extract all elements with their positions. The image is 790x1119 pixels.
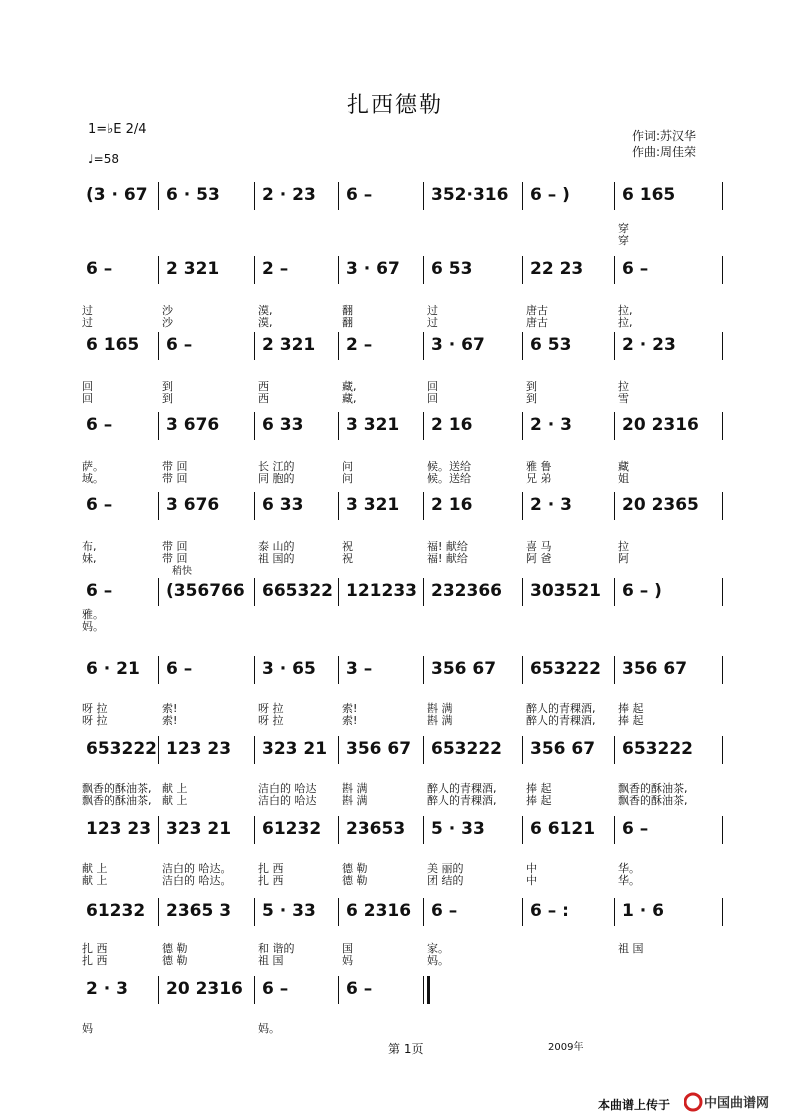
- staff-row: [82, 252, 726, 286]
- bar-line: [614, 332, 615, 360]
- lyric: 洁白的 哈达。: [162, 874, 232, 887]
- measure: 653222: [431, 739, 502, 759]
- bar-line: [722, 736, 723, 764]
- lyric: 藏,: [342, 392, 357, 405]
- bar-line: [254, 256, 255, 284]
- measure: 2365 3: [166, 901, 232, 921]
- measure: 2 –: [346, 335, 373, 355]
- bar-line: [338, 736, 339, 764]
- bar-line: [722, 816, 723, 844]
- tempo-change-note: 稍快: [172, 566, 192, 577]
- lyric-row-2: [82, 314, 726, 328]
- lyric: 醉人的青稞酒,: [427, 782, 497, 795]
- lyric: 候。送给: [427, 472, 471, 485]
- staff-row: [82, 972, 726, 1006]
- measure: 665322: [262, 581, 333, 601]
- lyric: 兄 弟: [526, 472, 552, 485]
- credits: [632, 128, 696, 160]
- bar-line: [338, 898, 339, 926]
- lyric: 福! 献给: [427, 540, 468, 553]
- lyric: 候。送给: [427, 460, 471, 473]
- lyric: 拉: [618, 380, 629, 393]
- measure: 6 –: [86, 495, 113, 515]
- bar-line: [158, 256, 159, 284]
- logo-mark-icon: [685, 1094, 701, 1110]
- bar-line: [722, 492, 723, 520]
- lyric: 德 勒: [162, 954, 188, 967]
- bar-line: [614, 898, 615, 926]
- measure: 356 67: [431, 659, 497, 679]
- bar-line: [423, 578, 424, 606]
- measure: 3 · 67: [346, 259, 400, 279]
- lyric: 藏: [618, 460, 629, 473]
- bar-line: [722, 182, 723, 210]
- bar-line: [338, 182, 339, 210]
- measure: 653222: [530, 659, 601, 679]
- measure: 61232: [86, 901, 146, 921]
- measure: 3 321: [346, 495, 400, 515]
- measure: 3 –: [346, 659, 373, 679]
- lyric: 唐古: [526, 316, 548, 329]
- measure: 6 33: [262, 495, 304, 515]
- lyric: 斟 满: [342, 794, 368, 807]
- measure: 6 –: [166, 659, 193, 679]
- lyric: 和 谐的: [258, 942, 295, 955]
- bar-line: [614, 256, 615, 284]
- bar-line: [338, 976, 339, 1004]
- lyric: 德 勒: [342, 874, 368, 887]
- lyric: 喜 马: [526, 540, 552, 553]
- lyric-row-2: [82, 872, 726, 886]
- bar-line: [522, 182, 523, 210]
- lyric: 美 丽的: [427, 862, 464, 875]
- lyric: 醉人的青稞酒,: [427, 794, 497, 807]
- measure: 5 · 33: [262, 901, 316, 921]
- lyric: 飘香的酥油茶,: [82, 782, 152, 795]
- measure: 3 676: [166, 415, 220, 435]
- bar-line: [338, 412, 339, 440]
- lyric: 过: [427, 304, 438, 317]
- lyric: 捧 起: [618, 714, 644, 727]
- lyric: 团 结的: [427, 874, 464, 887]
- measure: 2 · 3: [86, 979, 128, 999]
- measure: 323 21: [166, 819, 232, 839]
- measure: 6 –: [346, 185, 373, 205]
- measure: (356766: [166, 581, 245, 601]
- measure: 5 · 33: [431, 819, 485, 839]
- measure: 6 –: [622, 259, 649, 279]
- measure: 6 33: [262, 415, 304, 435]
- bar-line: [254, 816, 255, 844]
- bar-line: [158, 332, 159, 360]
- song-title: 扎西德勒: [346, 93, 443, 118]
- lyric: 呀 拉: [258, 714, 284, 727]
- measure: 356 67: [346, 739, 412, 759]
- lyric: 扎 西: [258, 874, 284, 887]
- lyric: 到: [526, 392, 537, 405]
- lyric: 捧 起: [526, 794, 552, 807]
- bar-line: [158, 492, 159, 520]
- site-name: 中国曲谱网: [704, 1096, 770, 1111]
- bar-line: [338, 492, 339, 520]
- measure: 6 –: [166, 335, 193, 355]
- lyric: 拉: [618, 540, 629, 553]
- bar-line: [158, 816, 159, 844]
- staff-row: [82, 408, 726, 442]
- measure: 2 · 23: [262, 185, 316, 205]
- bar-line: [614, 578, 615, 606]
- lyric: 同 胞的: [258, 472, 295, 485]
- lyricist: 作词:苏汉华: [632, 129, 697, 143]
- lyric-row-2: [82, 390, 726, 404]
- lyric: 雅 鲁: [526, 460, 552, 473]
- bar-line: [614, 816, 615, 844]
- bar-line: [158, 412, 159, 440]
- lyric: 妈: [342, 954, 353, 967]
- bar-line: [614, 182, 615, 210]
- measure: 6 –: [622, 819, 649, 839]
- bar-line: [423, 816, 424, 844]
- lyric: 德 勒: [162, 942, 188, 955]
- lyric: 祖 国的: [258, 552, 295, 565]
- lyric: 拉,: [618, 316, 633, 329]
- lyric: 过: [82, 316, 93, 329]
- lyric: 献 上: [82, 862, 108, 875]
- staff-row: [82, 178, 726, 212]
- lyric: 萨。: [82, 460, 104, 473]
- bar-line: [522, 332, 523, 360]
- lyric: 飘香的酥油茶,: [82, 794, 152, 807]
- lyric: 国: [342, 942, 353, 955]
- lyric: 阿: [618, 552, 629, 565]
- lyric: 到: [526, 380, 537, 393]
- lyric: 回: [427, 380, 438, 393]
- lyric: 妹,: [82, 552, 97, 565]
- bar-line: [522, 816, 523, 844]
- measure: 6 · 21: [86, 659, 140, 679]
- measure: 123 23: [166, 739, 232, 759]
- composer: 作曲:周佳荣: [632, 145, 697, 159]
- measure: 653222: [622, 739, 693, 759]
- measure: 303521: [530, 581, 601, 601]
- bar-line: [522, 898, 523, 926]
- lyric: 中: [526, 874, 537, 887]
- lyric: 到: [162, 380, 173, 393]
- measure: 356 67: [530, 739, 596, 759]
- lyric: 问: [342, 472, 353, 485]
- lyric: 域。: [82, 472, 104, 485]
- lyric: 醉人的青稞酒,: [526, 702, 596, 715]
- lyric: 扎 西: [258, 862, 284, 875]
- lyric: 醉人的青稞酒,: [526, 714, 596, 727]
- lyric: 姐: [618, 472, 629, 485]
- upload-note: 本曲谱上传于: [598, 1098, 671, 1112]
- lyric: 捧 起: [618, 702, 644, 715]
- measure: 20 2365: [622, 495, 699, 515]
- site-logo: [684, 1092, 780, 1112]
- bar-line: [158, 736, 159, 764]
- measure: 232366: [431, 581, 502, 601]
- bar-line: [158, 182, 159, 210]
- bar-line: [423, 656, 424, 684]
- measure: 653222: [86, 739, 157, 759]
- lyric: 妈。: [258, 1022, 280, 1035]
- measure: (3 · 67: [86, 185, 148, 205]
- bar-line: [254, 412, 255, 440]
- staff-row: [82, 488, 726, 522]
- lyric: 洁白的 哈达: [258, 782, 317, 795]
- lyric-row-2: [82, 792, 726, 806]
- year: 2009年: [548, 1042, 584, 1053]
- bar-line: [722, 578, 723, 606]
- measure: 6 – :: [530, 901, 569, 921]
- lyric-row-2: [82, 470, 726, 484]
- bar-line: [614, 656, 615, 684]
- lyric: 扎 西: [82, 954, 108, 967]
- lyric: 西: [258, 380, 269, 393]
- bar-line: [722, 412, 723, 440]
- bar-line: [254, 976, 255, 1004]
- lyric: 藏,: [342, 380, 357, 393]
- lyric: 索!: [342, 714, 358, 727]
- lyric: 沙: [162, 316, 173, 329]
- lyric: 洁白的 哈达。: [162, 862, 232, 875]
- bar-line: [158, 898, 159, 926]
- lyric: 华。: [618, 862, 640, 875]
- key-signature: 1=♭E 2/4: [88, 122, 147, 137]
- measure: 6 – ): [530, 185, 570, 205]
- bar-line: [254, 898, 255, 926]
- bar-line: [158, 976, 159, 1004]
- page-number: 第 1页: [388, 1042, 424, 1056]
- measure: 3 676: [166, 495, 220, 515]
- staff-row: [82, 328, 726, 362]
- bar-line: [423, 898, 424, 926]
- lyric: 阿 爸: [526, 552, 552, 565]
- bar-line: [614, 492, 615, 520]
- measure: 2 · 3: [530, 495, 572, 515]
- measure: 3 321: [346, 415, 400, 435]
- measure: 2 16: [431, 495, 473, 515]
- lyric: 到: [162, 392, 173, 405]
- lyric: 唐古: [526, 304, 548, 317]
- lyric: 西: [258, 392, 269, 405]
- lyric: 献 上: [82, 874, 108, 887]
- measure: 2 16: [431, 415, 473, 435]
- bar-line: [423, 182, 424, 210]
- lyric: 华。: [618, 874, 640, 887]
- lyric-row-2: [82, 618, 726, 632]
- measure: 20 2316: [622, 415, 699, 435]
- measure: 6 165: [86, 335, 140, 355]
- measure: 1 · 6: [622, 901, 664, 921]
- lyric: 穿: [618, 222, 629, 235]
- measure: 6 2316: [346, 901, 412, 921]
- lyric: 呀 拉: [258, 702, 284, 715]
- lyric: 穿: [618, 234, 629, 247]
- measure: 2 –: [262, 259, 289, 279]
- lyric: 索!: [162, 702, 178, 715]
- lyric: 飘香的酥油茶,: [618, 794, 688, 807]
- lyric-row-2: [82, 952, 726, 966]
- bar-line: [423, 256, 424, 284]
- lyric-row-2: [82, 232, 726, 246]
- measure: 6 53: [431, 259, 473, 279]
- lyric: 回: [82, 392, 93, 405]
- bar-line: [338, 332, 339, 360]
- lyric: 斟 满: [427, 702, 453, 715]
- measure: 20 2316: [166, 979, 243, 999]
- lyric: 回: [427, 392, 438, 405]
- lyric: 祝: [342, 552, 353, 565]
- measure: 6 –: [86, 259, 113, 279]
- final-bar-line: [423, 976, 424, 1004]
- lyric: 长 江的: [258, 460, 295, 473]
- measure: 6 –: [346, 979, 373, 999]
- bar-line: [423, 412, 424, 440]
- lyric: 过: [427, 316, 438, 329]
- measure: 3 · 67: [431, 335, 485, 355]
- bar-line: [338, 816, 339, 844]
- bar-line: [254, 492, 255, 520]
- lyric: 妈。: [82, 620, 104, 633]
- lyric: 中: [526, 862, 537, 875]
- lyric: 翻: [342, 304, 353, 317]
- lyric: 家。: [427, 942, 449, 955]
- bar-line: [522, 256, 523, 284]
- bar-line: [338, 578, 339, 606]
- measure: 2 321: [166, 259, 220, 279]
- measure: 6 165: [622, 185, 676, 205]
- lyric: 索!: [162, 714, 178, 727]
- bar-line: [522, 412, 523, 440]
- lyric: 妈。: [427, 954, 449, 967]
- bar-line: [722, 656, 723, 684]
- lyric: 泰 山的: [258, 540, 295, 553]
- lyric: 祖 国: [258, 954, 284, 967]
- bar-line: [254, 736, 255, 764]
- lyric: 德 勒: [342, 862, 368, 875]
- measure: 61232: [262, 819, 322, 839]
- lyric: 扎 西: [82, 942, 108, 955]
- staff-row: [82, 732, 726, 766]
- lyric: 漠,: [258, 304, 273, 317]
- lyric: 翻: [342, 316, 353, 329]
- bar-line: [614, 412, 615, 440]
- measure: 121233: [346, 581, 417, 601]
- bar-line: [614, 736, 615, 764]
- measure: 6 · 53: [166, 185, 220, 205]
- bar-line: [338, 656, 339, 684]
- lyric: 祝: [342, 540, 353, 553]
- bar-line: [423, 736, 424, 764]
- bar-line: [522, 492, 523, 520]
- lyric: 过: [82, 304, 93, 317]
- lyric: 呀 拉: [82, 714, 108, 727]
- lyric: 带 回: [162, 552, 188, 565]
- measure: 3 · 65: [262, 659, 316, 679]
- staff-row: [82, 894, 726, 928]
- bar-line: [722, 256, 723, 284]
- measure: 323 21: [262, 739, 328, 759]
- staff-row: [82, 652, 726, 686]
- lyric-row-2: [82, 712, 726, 726]
- lyric: 斟 满: [427, 714, 453, 727]
- lyric: 呀 拉: [82, 702, 108, 715]
- lyric: 问: [342, 460, 353, 473]
- lyric: 捧 起: [526, 782, 552, 795]
- bar-line: [338, 256, 339, 284]
- bar-line: [254, 578, 255, 606]
- measure: 2 · 23: [622, 335, 676, 355]
- lyric: 布,: [82, 540, 97, 553]
- lyric: 洁白的 哈达: [258, 794, 317, 807]
- measure: 22 23: [530, 259, 584, 279]
- bar-line: [158, 578, 159, 606]
- lyric: 献 上: [162, 782, 188, 795]
- lyric: 献 上: [162, 794, 188, 807]
- bar-line: [254, 656, 255, 684]
- measure: 6 –: [86, 581, 113, 601]
- lyric: 福! 献给: [427, 552, 468, 565]
- lyric: 沙: [162, 304, 173, 317]
- lyric: 漠,: [258, 316, 273, 329]
- lyric: 带 回: [162, 460, 188, 473]
- lyric: 回: [82, 380, 93, 393]
- bar-line: [722, 898, 723, 926]
- measure: 123 23: [86, 819, 152, 839]
- bar-line: [522, 736, 523, 764]
- bar-line: [423, 332, 424, 360]
- bar-line: [522, 656, 523, 684]
- bar-line: [254, 332, 255, 360]
- lyric: 雅。: [82, 608, 104, 621]
- staff-row: [82, 566, 726, 608]
- bar-line: [423, 492, 424, 520]
- bar-line: [722, 332, 723, 360]
- measure: 6 6121: [530, 819, 596, 839]
- staff-row: [82, 812, 726, 846]
- measure: 6 – ): [622, 581, 662, 601]
- measure: 6 –: [86, 415, 113, 435]
- bar-line: [522, 578, 523, 606]
- measure: 6 53: [530, 335, 572, 355]
- lyric: 飘香的酥油茶,: [618, 782, 688, 795]
- lyric: 拉,: [618, 304, 633, 317]
- measure: 356 67: [622, 659, 688, 679]
- lyric: 妈: [82, 1022, 93, 1035]
- tempo-marking: ♩=58: [88, 152, 119, 166]
- measure: 2 321: [262, 335, 316, 355]
- measure: 6 –: [431, 901, 458, 921]
- lyric: 雪: [618, 392, 629, 405]
- lyric: 斟 满: [342, 782, 368, 795]
- bar-line: [254, 182, 255, 210]
- measure: 2 · 3: [530, 415, 572, 435]
- bar-line: [158, 656, 159, 684]
- lyric: 索!: [342, 702, 358, 715]
- measure: 352·316: [431, 185, 509, 205]
- lyric: 带 回: [162, 472, 188, 485]
- lyric: 祖 国: [618, 942, 644, 955]
- lyric: 带 回: [162, 540, 188, 553]
- measure: 6 –: [262, 979, 289, 999]
- measure: 23653: [346, 819, 406, 839]
